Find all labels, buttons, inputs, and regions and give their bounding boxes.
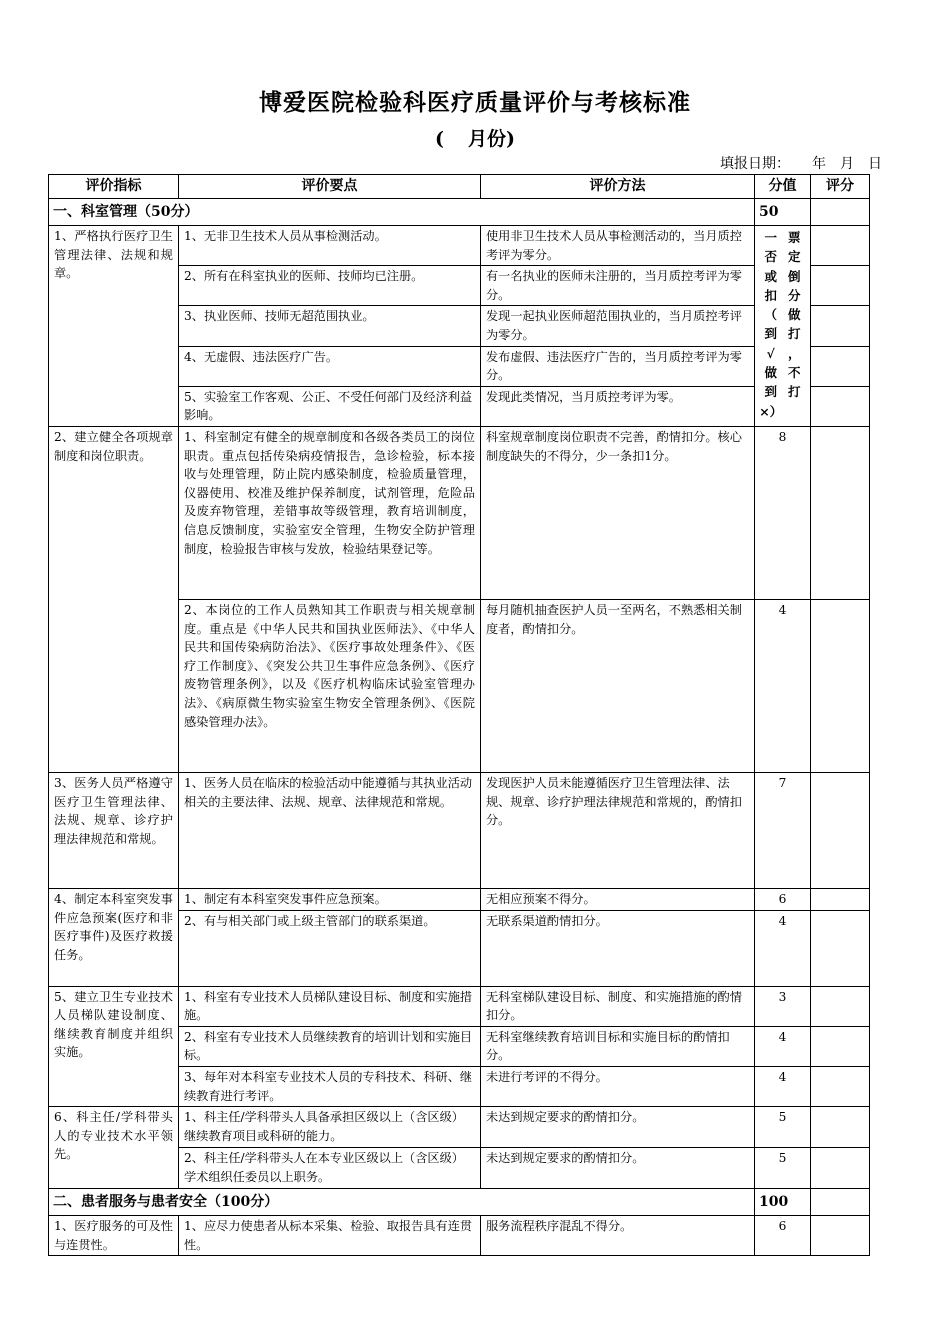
method-cell: 使用非卫生技术人员从事检测活动的，当月质控考评为零分。 bbox=[481, 226, 755, 266]
table-row bbox=[49, 1216, 870, 1256]
rating-cell[interactable] bbox=[811, 1189, 870, 1216]
table-row bbox=[49, 1107, 870, 1148]
method-cell: 服务流程秩序混乱不得分。 bbox=[481, 1216, 755, 1256]
table-row bbox=[49, 226, 870, 266]
column-header-indicator: 评价指标 bbox=[49, 175, 179, 199]
table-row bbox=[49, 986, 870, 1026]
indicator-cell: 5、建立卫生专业技术人员梯队建设制度、继续教育制度并组织实施。 bbox=[49, 986, 179, 1107]
veto-score-cell bbox=[755, 226, 811, 427]
score-cell: 4 bbox=[755, 1066, 811, 1106]
point-cell: 2、科室有专业技术人员继续教育的培训计划和实施目标。 bbox=[179, 1026, 481, 1066]
veto-char: 否 bbox=[764, 249, 777, 265]
score-cell: 3 bbox=[755, 986, 811, 1026]
rating-cell[interactable] bbox=[811, 306, 870, 346]
page-title: 博爱医院检验科医疗质量评价与考核标准 bbox=[259, 89, 691, 116]
rating-cell[interactable] bbox=[811, 226, 870, 266]
column-header-method: 评价方法 bbox=[481, 175, 755, 199]
fill-date-day: 日 bbox=[868, 156, 882, 172]
table-row bbox=[49, 772, 870, 888]
method-cell: 发现一起执业医师超范围执业的，当月质控考评为零分。 bbox=[481, 306, 755, 346]
point-cell: 2、有与相关部门或上级主管部门的联系渠道。 bbox=[179, 910, 481, 986]
score-cell: 5 bbox=[755, 1148, 811, 1189]
veto-char: 做 bbox=[787, 307, 801, 323]
section-row bbox=[49, 199, 870, 226]
method-cell: 发现医护人员未能遵循医疗卫生管理法律、法规、规章、诊疗护理法律规范和常规的，酌情扣分。 bbox=[481, 772, 755, 888]
point-cell: 4、无虚假、违法医疗广告。 bbox=[179, 346, 481, 386]
subtitle-open: ( bbox=[435, 128, 444, 150]
section-row bbox=[49, 1189, 870, 1216]
fill-date-month: 月 bbox=[840, 156, 854, 172]
rating-cell[interactable] bbox=[811, 1107, 870, 1148]
veto-char: 分 bbox=[787, 287, 801, 303]
score-cell: 8 bbox=[755, 426, 811, 599]
score-cell: 4 bbox=[755, 599, 811, 772]
section-title: 二、患者服务与患者安全（100分） bbox=[49, 1189, 755, 1216]
veto-char: 到 bbox=[764, 326, 777, 342]
indicator-cell: 2、建立健全各项规章制度和岗位职责。 bbox=[49, 426, 179, 772]
table-row bbox=[49, 888, 870, 910]
point-cell: 1、科室制定有健全的规章制度和各级各类员工的岗位职责。重点包括传染病疫情报告，急诊检验，标本接收与处理管理，防止院内感染制度，检验质量管理，仪器使用、校准及维护保养制度，试剂管理，危险品及废弃物管理，差错事故等级管理，教育培训制度，信息反馈制度，实验室安全管理，生物安全防护管理制度，检验报告审核与发放，检验结果登记等。 bbox=[179, 426, 481, 599]
rating-cell[interactable] bbox=[811, 426, 870, 599]
rating-cell[interactable] bbox=[811, 386, 870, 426]
fill-date-year: 年 bbox=[812, 156, 826, 172]
method-cell: 无联系渠道酌情扣分。 bbox=[481, 910, 755, 986]
veto-char: ， bbox=[787, 345, 801, 361]
method-cell: 每月随机抽查医护人员一至两名，不熟悉相关制度者，酌情扣分。 bbox=[481, 599, 755, 772]
point-cell: 2、本岗位的工作人员熟知其工作职责与相关规章制度。重点是《中华人民共和国执业医师法》、《中华人民共和国传染病防治法》、《医疗事故处理条件》、《医疗工作制度》、《突发公共卫生事件应急条例》、《医疗废物管理条例》，以及《医疗机构临床试验室管理办法》、《病原微生物实验室生物安全管理条例》、《医院感染管理办法》。 bbox=[179, 599, 481, 772]
method-cell: 发布虚假、违法医疗广告的，当月质控考评为零分。 bbox=[481, 346, 755, 386]
method-cell: 无科室梯队建设目标、制度、和实施措施的酌情扣分。 bbox=[481, 986, 755, 1026]
table-header-row bbox=[49, 175, 870, 199]
indicator-cell: 6、科主任/学科带头人的专业技术水平领先。 bbox=[49, 1107, 179, 1189]
method-cell: 有一名执业的医师未注册的，当月质控考评为零分。 bbox=[481, 266, 755, 306]
table-row bbox=[49, 426, 870, 599]
veto-char: √ bbox=[766, 345, 775, 361]
fill-date bbox=[720, 153, 882, 173]
point-cell: 1、制定有本科室突发事件应急预案。 bbox=[179, 888, 481, 910]
rating-cell[interactable] bbox=[811, 1026, 870, 1066]
indicator-cell: 4、制定本科室突发事件应急预案(医疗和非医疗事件)及医疗救援任务。 bbox=[49, 888, 179, 986]
score-cell: 6 bbox=[755, 888, 811, 910]
rating-cell[interactable] bbox=[811, 1216, 870, 1256]
method-cell: 未达到规定要求的酌情扣分。 bbox=[481, 1148, 755, 1189]
score-cell: 4 bbox=[755, 1026, 811, 1066]
rating-cell[interactable] bbox=[811, 266, 870, 306]
method-cell: 未进行考评的不得分。 bbox=[481, 1066, 755, 1106]
score-cell: 7 bbox=[755, 772, 811, 888]
rating-cell[interactable] bbox=[811, 1148, 870, 1189]
method-cell: 无相应预案不得分。 bbox=[481, 888, 755, 910]
rating-cell[interactable] bbox=[811, 599, 870, 772]
section-score: 100 bbox=[755, 1189, 811, 1216]
point-cell: 5、实验室工作客观、公正、不受任何部门及经济利益影响。 bbox=[179, 386, 481, 426]
point-cell: 2、科主任/学科带头人在本专业区级以上（含区级）学术组织任委员以上职务。 bbox=[179, 1148, 481, 1189]
method-cell: 无科室继续教育培训目标和实施目标的酌情扣分。 bbox=[481, 1026, 755, 1066]
veto-char: 做 bbox=[764, 365, 777, 381]
rating-cell[interactable] bbox=[811, 986, 870, 1026]
veto-char bbox=[783, 402, 807, 421]
indicator-cell: 3、医务人员严格遵守医疗卫生管理法律、法规、规章、诊疗护理法律规范和常规。 bbox=[49, 772, 179, 888]
section-score: 50 bbox=[755, 199, 811, 226]
method-cell: 发现此类情况，当月质控考评为零。 bbox=[481, 386, 755, 426]
rating-cell[interactable] bbox=[811, 910, 870, 986]
column-header-score: 分值 bbox=[755, 175, 811, 199]
veto-char: 一 bbox=[764, 230, 777, 245]
method-cell: 未达到规定要求的酌情扣分。 bbox=[481, 1107, 755, 1148]
point-cell: 3、执业医师、技师无超范围执业。 bbox=[179, 306, 481, 346]
evaluation-table bbox=[48, 174, 870, 1256]
section-title: 一、科室管理（50分） bbox=[49, 199, 755, 226]
rating-cell[interactable] bbox=[811, 772, 870, 888]
veto-char: 不 bbox=[787, 365, 801, 381]
veto-char: 到 bbox=[764, 384, 777, 400]
point-cell: 1、无非卫生技术人员从事检测活动。 bbox=[179, 226, 481, 266]
point-cell: 1、应尽力使患者从标本采集、检验、取报告具有连贯性。 bbox=[179, 1216, 481, 1256]
veto-char: 票 bbox=[787, 230, 801, 245]
point-cell: 1、科主任/学科带头人具备承担区级以上（含区级）继续教育项目或科研的能力。 bbox=[179, 1107, 481, 1148]
veto-char: 打 bbox=[787, 384, 801, 400]
point-cell: 2、所有在科室执业的医师、技师均已注册。 bbox=[179, 266, 481, 306]
score-cell: 5 bbox=[755, 1107, 811, 1148]
veto-char: 定 bbox=[787, 249, 801, 265]
indicator-cell: 1、严格执行医疗卫生管理法律、法规和规章。 bbox=[49, 226, 179, 427]
indicator-cell: 1、医疗服务的可及性与连贯性。 bbox=[49, 1216, 179, 1256]
fill-date-label: 填报日期： bbox=[720, 156, 790, 172]
score-cell: 4 bbox=[755, 910, 811, 986]
veto-note bbox=[759, 228, 806, 421]
veto-char: （ bbox=[764, 307, 777, 323]
score-cell: 6 bbox=[755, 1216, 811, 1256]
column-header-rating: 评分 bbox=[811, 175, 870, 199]
veto-char: ×） bbox=[759, 403, 783, 419]
veto-char: 扣 bbox=[764, 287, 777, 303]
rating-cell[interactable] bbox=[811, 346, 870, 386]
point-cell: 3、每年对本科室专业技术人员的专科技术、科研、继续教育进行考评。 bbox=[179, 1066, 481, 1106]
method-cell: 科室规章制度岗位职责不完善，酌情扣分。核心制度缺失的不得分，少一条扣1分。 bbox=[481, 426, 755, 599]
rating-cell[interactable] bbox=[811, 199, 870, 226]
subtitle-month: 月份) bbox=[468, 128, 515, 150]
rating-cell[interactable] bbox=[811, 1066, 870, 1106]
veto-char: 倒 bbox=[787, 268, 801, 284]
point-cell: 1、医务人员在临床的检验活动中能遵循与其执业活动相关的主要法律、法规、规章、法律规范和常规。 bbox=[179, 772, 481, 888]
point-cell: 1、科室有专业技术人员梯队建设目标、制度和实施措施。 bbox=[179, 986, 481, 1026]
rating-cell[interactable] bbox=[811, 888, 870, 910]
page-subtitle bbox=[0, 124, 950, 151]
veto-char: 或 bbox=[764, 268, 777, 284]
column-header-point: 评价要点 bbox=[179, 175, 481, 199]
veto-char: 打 bbox=[787, 326, 801, 342]
